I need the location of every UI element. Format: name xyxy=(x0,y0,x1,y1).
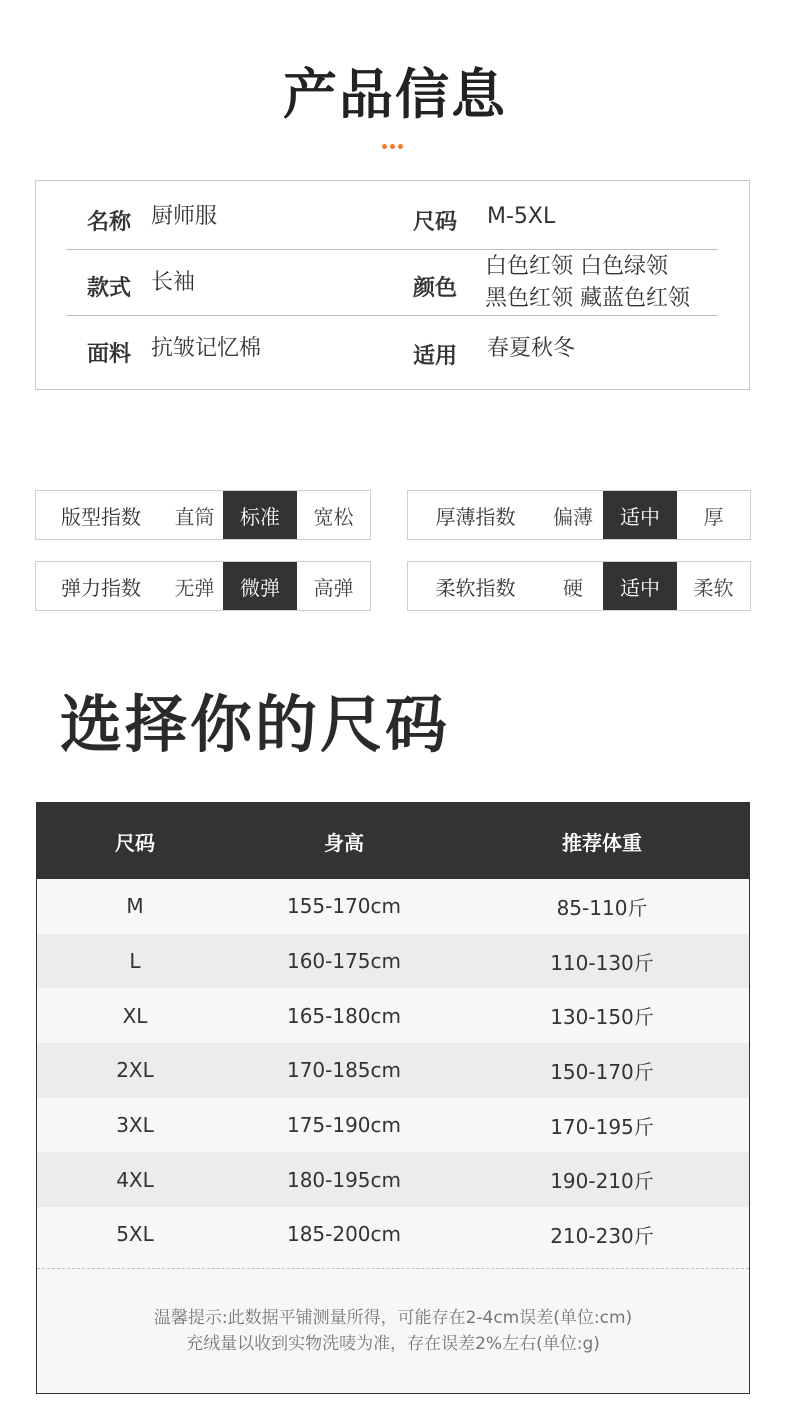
size-table xyxy=(36,802,750,1394)
softness-option-soft: 柔软 xyxy=(693,575,734,600)
color-value-line2: 黑色红领 藏蓝色红领 xyxy=(485,286,690,311)
cell-height: 170-185cm xyxy=(286,1058,402,1083)
fabric-value: 抗皱记忆棉 xyxy=(151,336,262,361)
softness-option-hard: 硬 xyxy=(563,575,583,600)
elasticity-option-slight: 微弹 xyxy=(223,562,297,610)
cell-weight: 150-170斤 xyxy=(550,1059,654,1084)
softness-option-medium: 适中 xyxy=(603,562,677,610)
size-label: 尺码 xyxy=(413,210,458,235)
elasticity-index-label: 弹力指数 xyxy=(61,575,141,600)
cell-height: 155-170cm xyxy=(286,894,402,919)
cell-size: 2XL xyxy=(116,1058,154,1083)
thickness-index xyxy=(407,490,751,540)
size-section-title: 选择你的尺码 xyxy=(60,688,451,761)
cell-height: 160-175cm xyxy=(286,949,402,974)
page-title: 产品信息 xyxy=(283,63,507,126)
thickness-option-thick: 厚 xyxy=(703,504,724,529)
table-row xyxy=(37,879,749,934)
table-row xyxy=(37,934,749,989)
fabric-label: 面料 xyxy=(87,342,132,367)
cell-size: 4XL xyxy=(116,1167,154,1192)
size-table-header xyxy=(37,803,749,879)
product-info-box xyxy=(35,180,750,390)
size-note xyxy=(37,1305,749,1357)
header-height: 身高 xyxy=(324,830,364,855)
color-label: 颜色 xyxy=(413,276,458,301)
header-weight: 推荐体重 xyxy=(562,830,642,855)
table-dashed-divider xyxy=(37,1268,749,1269)
elasticity-index xyxy=(35,561,371,611)
elasticity-option-high: 高弹 xyxy=(313,575,354,600)
cell-height: 165-180cm xyxy=(286,1003,402,1028)
cell-weight: 170-195斤 xyxy=(550,1114,654,1139)
thickness-index-label: 厚薄指数 xyxy=(435,504,516,529)
cell-height: 185-200cm xyxy=(286,1222,402,1247)
cell-height: 175-190cm xyxy=(286,1113,402,1138)
cell-weight: 190-210斤 xyxy=(550,1169,654,1194)
fit-option-standard: 标准 xyxy=(223,491,297,539)
title-decoration-dots xyxy=(380,134,410,140)
fit-index-label: 版型指数 xyxy=(61,504,141,529)
table-row xyxy=(37,1098,749,1153)
season-value: 春夏秋冬 xyxy=(487,336,576,361)
fit-option-straight: 直筒 xyxy=(174,504,215,529)
softness-index xyxy=(407,561,751,611)
style-label: 款式 xyxy=(87,276,132,301)
note-line-1: 温馨提示:此数据平铺测量所得，可能存在2-4cm误差(单位:cm) xyxy=(153,1308,633,1328)
thickness-option-medium: 适中 xyxy=(603,491,677,539)
cell-size: L xyxy=(129,949,141,974)
header-size: 尺码 xyxy=(115,830,155,855)
cell-weight: 85-110斤 xyxy=(556,895,648,920)
name-value: 厨师服 xyxy=(151,204,218,229)
fit-index xyxy=(35,490,371,540)
table-row xyxy=(37,988,749,1043)
cell-size: 5XL xyxy=(116,1222,154,1247)
table-row xyxy=(37,1207,749,1262)
cell-size: M xyxy=(126,894,144,919)
softness-index-label: 柔软指数 xyxy=(435,575,516,600)
fit-option-loose: 宽松 xyxy=(313,504,354,529)
cell-weight: 210-230斤 xyxy=(550,1223,654,1248)
cell-weight: 110-130斤 xyxy=(550,950,654,975)
table-row xyxy=(37,1152,749,1207)
note-line-2: 充绒量以收到实物洗唛为准，存在误差2%左右(单位:g) xyxy=(186,1334,600,1354)
size-value: M-5XL xyxy=(487,204,556,229)
thickness-option-thin: 偏薄 xyxy=(553,504,593,529)
info-divider xyxy=(66,315,718,316)
style-value: 长袖 xyxy=(151,270,196,295)
season-label: 适用 xyxy=(413,344,458,369)
name-label: 名称 xyxy=(87,210,132,235)
cell-size: 3XL xyxy=(116,1113,154,1138)
elasticity-option-none: 无弹 xyxy=(174,575,215,600)
cell-weight: 130-150斤 xyxy=(550,1005,654,1030)
info-divider xyxy=(66,249,718,250)
table-row xyxy=(37,1043,749,1098)
cell-height: 180-195cm xyxy=(286,1167,402,1192)
cell-size: XL xyxy=(122,1003,148,1028)
color-value-line1: 白色红领 白色绿领 xyxy=(485,254,668,279)
